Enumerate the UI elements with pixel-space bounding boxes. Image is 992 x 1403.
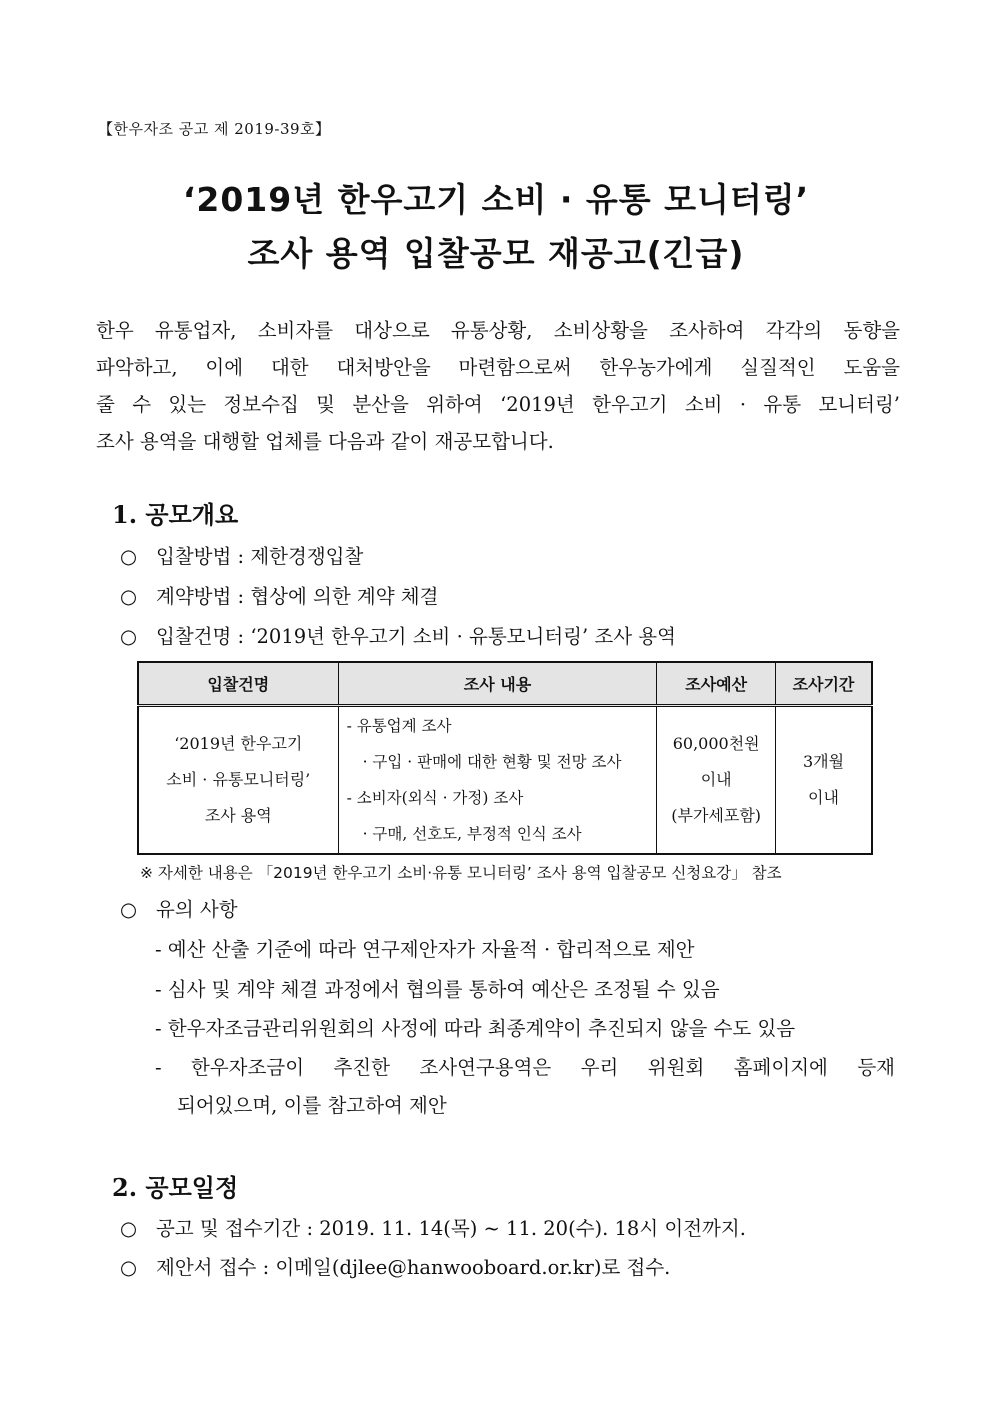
overview-item-bid-title (120, 621, 676, 649)
cell-line: 소비 · 유통모니터링’ (166, 770, 311, 789)
circle-bullet-icon: ○ (120, 1256, 138, 1279)
item-text: 공고 및 접수기간 : 2019. 11. 14(목) ~ 11. 20(수). 18시 이전까지. (156, 1217, 746, 1240)
cell-budget (657, 706, 776, 855)
caution-item: - 심사 및 계약 체결 과정에서 협의를 통하여 예산은 조정될 수 있음 (155, 978, 720, 1001)
circle-bullet-icon: ○ (120, 625, 138, 648)
overview-item-bid-method (120, 541, 363, 569)
intro-line: 조사 용역을 대행할 업체를 다음과 같이 재공모합니다. (96, 430, 554, 453)
circle-bullet-icon: ○ (120, 1217, 138, 1240)
cell-line: - 유통업계 조사 (346, 717, 452, 735)
cell-bid-title (138, 706, 338, 855)
cell-line: 60,000천원 (672, 734, 760, 753)
header-period: 조사기간 (775, 662, 872, 706)
circle-bullet-icon: ○ (120, 545, 138, 568)
schedule-item-period (120, 1213, 746, 1241)
caution-item: - 한우자조금이 추진한 조사연구용역은 우리 위원회 홈페이지에 등재 (155, 1056, 895, 1079)
title-line-1: ‘2019년 한우고기 소비 · 유통 모니터링’ (182, 180, 810, 219)
cell-line: 조사 용역 (204, 806, 272, 825)
overview-item-contract-method (120, 581, 438, 609)
circle-bullet-icon: ○ (120, 585, 138, 608)
notice-number: 【한우자조 공고 제 2019-39호】 (98, 120, 331, 138)
cell-line: 3개월 (802, 752, 845, 771)
cell-content (338, 706, 657, 855)
caution-item: - 예산 산출 기준에 따라 연구제안자가 자율적 · 합리적으로 제안 (155, 938, 695, 961)
cell-line: - 소비자(외식 · 가정) 조사 (346, 789, 524, 807)
header-budget: 조사예산 (657, 662, 776, 706)
section-2-heading: 2. 공모일정 (112, 1173, 239, 1202)
intro-paragraph (96, 312, 900, 460)
caution-item-continuation: 되어있으며, 이를 참고하여 제안 (177, 1094, 447, 1117)
cell-line: 이내 (808, 788, 839, 807)
cell-line: 이내 (700, 770, 732, 789)
item-text: 입찰방법 : 제한경쟁입찰 (156, 545, 364, 568)
table-row (138, 706, 872, 855)
caution-item: - 한우자조금관리위원회의 사정에 따라 최종계약이 추진되지 않을 수도 있음 (155, 1017, 796, 1040)
item-text: 제안서 접수 : 이메일(djlee@hanwooboard.or.kr)로 접수. (156, 1256, 671, 1279)
caution-title (120, 894, 238, 922)
table-header-row (138, 662, 872, 706)
cell-line: (부가세포함) (671, 806, 762, 825)
section-1-heading: 1. 공모개요 (112, 500, 239, 529)
circle-bullet-icon: ○ (120, 898, 138, 921)
header-bid-title: 입찰건명 (138, 662, 338, 706)
schedule-item-submission (120, 1252, 670, 1280)
title-line-2: 조사 용역 입찰공모 재공고(긴급) (247, 234, 745, 273)
cell-line: · 구매, 선호도, 부정적 인식 조사 (362, 825, 582, 843)
intro-line: 파악하고, 이에 대한 대처방안을 마련함으로써 한우농가에게 실질적인 도움을 (96, 356, 900, 379)
cell-line: ‘2019년 한우고기 (174, 734, 303, 753)
intro-line: 줄 수 있는 정보수집 및 분산을 위하여 ‘2019년 한우고기 소비 · 유통 모니터링’ (96, 393, 900, 416)
bid-info-table (137, 661, 873, 855)
item-text: 계약방법 : 협상에 의한 계약 체결 (156, 585, 439, 608)
item-text: 유의 사항 (156, 898, 238, 921)
cell-period (775, 706, 872, 855)
intro-line: 한우 유통업자, 소비자를 대상으로 유통상황, 소비상황을 조사하여 각각의 동향을 (96, 319, 900, 342)
header-content: 조사 내용 (338, 662, 657, 706)
reference-note: ※ 자세한 내용은 「2019년 한우고기 소비·유통 모니터링’ 조사 용역 입찰공모 신청요강」 참조 (140, 864, 782, 882)
item-text: 입찰건명 : ‘2019년 한우고기 소비 · 유통모니터링’ 조사 용역 (156, 625, 676, 648)
cell-line: · 구입 · 판매에 대한 현황 및 전망 조사 (362, 753, 622, 771)
